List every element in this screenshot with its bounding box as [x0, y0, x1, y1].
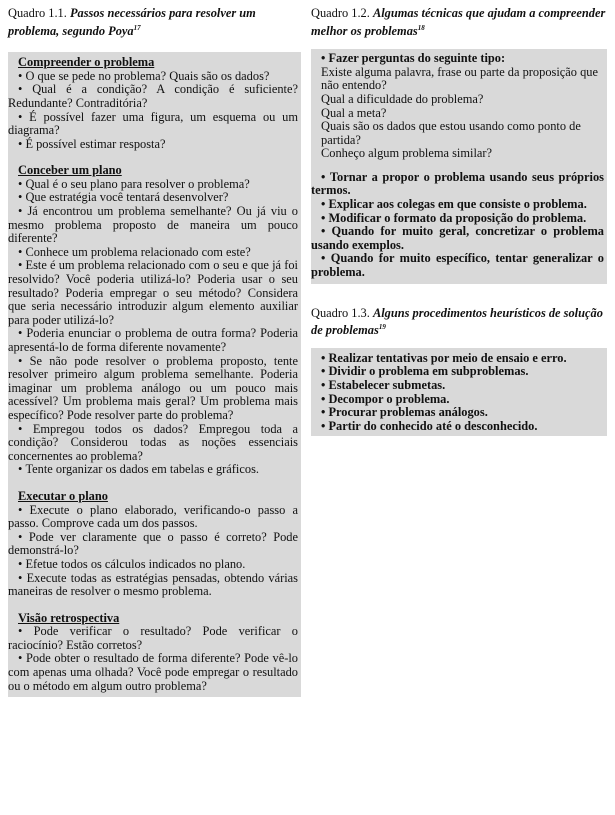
footnote-ref: 18 — [417, 23, 425, 32]
list-item: • Pode ver claramente que o passo é correto? Pode demonstrá-lo? — [8, 531, 301, 558]
footnote-ref: 19 — [378, 323, 386, 332]
list-item: • Se não pode resolver o problema proposto, tente resolver primeiro algum problema semelhante. Poderia imaginar um problema análogo ou um pouco mais acessível? Um problema mais geral? Um problema mais específico? Pode resolver parte do problema? — [8, 355, 301, 423]
list-item: • Quando for muito geral, concretizar o problema usando exemplos. — [311, 225, 607, 252]
footnote-ref: 17 — [133, 23, 141, 32]
list-item: • É possível fazer uma figura, um esquema ou um diagrama? — [8, 111, 301, 138]
list-item: • Tente organizar os dados em tabelas e gráficos. — [8, 463, 301, 477]
caption-title: Passos necessários para resolver um problema, segundo Poya — [8, 6, 256, 38]
list-item: • Poderia enunciar o problema de outra forma? Poderia apresentá-lo de forma diferente novamente? — [8, 327, 301, 354]
list-item: • Quando for muito específico, tentar generalizar o problema. — [311, 252, 607, 279]
section-compreender — [8, 56, 301, 151]
list-item: • Estabelecer submetas. — [311, 379, 607, 393]
list-item: • Este é um problema relacionado com o seu e que já foi resolvido? Você poderia utilizá-lo? Poderia usar o seu resultado? Poderia empregar o seu método? Considera que seria necessário introduzir algum elemento auxiliar para poder utilizá-lo? — [8, 259, 301, 327]
section-conceber — [8, 164, 301, 477]
list-item: • É possível estimar resposta? — [8, 138, 301, 152]
list-item: • Que estratégia você tentará desenvolver? — [8, 191, 301, 205]
list-item: • Dividir o problema em subproblemas. — [311, 365, 607, 379]
list-item: • Já encontrou um problema semelhante? Ou já viu o mesmo problema proposto de maneira um pouco diferente? — [8, 205, 301, 246]
caption-title: Alguns procedimentos heurísticos de solução de problemas — [311, 305, 603, 338]
list-item: • Partir do conhecido até o desconhecido. — [311, 420, 607, 434]
list-item: • Fazer perguntas do seguinte tipo: — [311, 52, 607, 66]
caption-title: Algumas técnicas que ajudam a compreender melhor os problemas — [311, 6, 606, 38]
caption-label: Quadro 1.1. — [8, 6, 67, 20]
left-column — [8, 6, 301, 697]
section-executar — [8, 490, 301, 599]
list-item: • Procurar problemas análogos. — [311, 406, 607, 420]
quadro-1-2-caption — [311, 6, 607, 38]
list-item: • Execute todas as estratégias pensadas, obtendo várias maneiras de resolver o mesmo problema. — [8, 572, 301, 599]
list-item: • Tornar a propor o problema usando seus próprios termos. — [311, 171, 607, 198]
question-line: Conheço algum problema similar? — [321, 146, 493, 161]
section-heading: Compreender o problema — [18, 55, 155, 70]
list-item: • Pode verificar o resultado? Pode verificar o raciocínio? Estão corretos? — [8, 625, 301, 652]
quadro-1-2-box — [311, 49, 607, 284]
caption-label: Quadro 1.2. — [311, 6, 370, 20]
section-heading: Visão retrospectiva — [18, 610, 120, 625]
quadro-1-3-box — [311, 348, 607, 437]
list-item: • Empregou todos os dados? Empregou toda a condição? Considerou todas as noções essenciais concernentes ao problema? — [8, 423, 301, 464]
list-item: • Decompor o problema. — [311, 393, 607, 407]
list-item: • O que se pede no problema? Quais são os dados? — [8, 70, 301, 84]
list-item: • Efetue todos os cálculos indicados no plano. — [8, 558, 301, 572]
list-item: • Conhece um problema relacionado com este? — [8, 246, 301, 260]
section-visao — [8, 612, 301, 694]
question-line: Quais são os dados que estou usando como ponto de partida? — [321, 119, 581, 147]
question-line: Existe alguma palavra, frase ou parte da proposição que não entendo? — [321, 64, 598, 93]
question-line: Qual a meta? — [321, 105, 387, 120]
list-item: • Modificar o formato da proposição do problema. — [311, 212, 607, 226]
list-item: • Qual é a condição? A condição é suficiente? Redundante? Contraditória? — [8, 83, 301, 110]
list-item: • Realizar tentativas por meio de ensaio e erro. — [311, 352, 607, 366]
caption-label: Quadro 1.3. — [311, 305, 370, 320]
list-item: • Execute o plano elaborado, verificando-o passo a passo. Comprove cada um dos passos. — [8, 504, 301, 531]
quadro-1-1-caption — [8, 6, 301, 38]
list-item: • Pode obter o resultado de forma diferente? Pode vê-lo com apenas uma olhada? Você pode empregar o resultado ou o método em algum outro problema? — [8, 652, 301, 693]
section-heading: Conceber um plano — [18, 163, 122, 178]
right-column — [311, 6, 607, 436]
list-item: • Qual é o seu plano para resolver o problema? — [8, 178, 301, 192]
quadro-1-3-caption — [311, 306, 607, 338]
quadro-1-1-box — [8, 52, 301, 697]
question-line: Qual a dificuldade do problema? — [321, 91, 484, 106]
list-item: • Explicar aos colegas em que consiste o problema. — [311, 198, 607, 212]
section-heading: Executar o plano — [18, 488, 108, 503]
